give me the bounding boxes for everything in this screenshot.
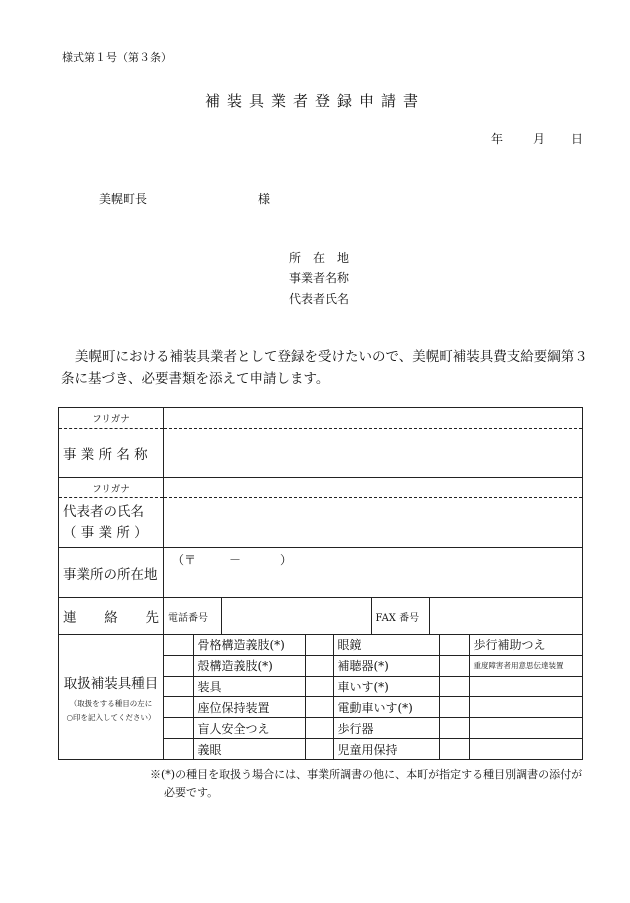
devices-grid bbox=[164, 635, 582, 759]
fax-field[interactable] bbox=[429, 598, 582, 634]
devices-note-line2: ○印を記入してください） bbox=[66, 712, 156, 722]
phone-label: 電話番号 bbox=[164, 598, 221, 634]
applicant-representative-label: 代表者氏名 bbox=[289, 292, 350, 306]
applicant-address-label: 所 在 地 bbox=[289, 251, 350, 265]
device-name bbox=[469, 739, 582, 759]
device-check[interactable] bbox=[439, 676, 469, 697]
furigana-label: フリガナ bbox=[59, 408, 164, 429]
footnote-line1: ※(*)の種目を取扱う場合には、事業所調書の他に、本町が指定する種目別調書の添付が bbox=[150, 768, 583, 781]
office-name-label: 事 業 所 名 称 bbox=[59, 429, 164, 478]
device-check[interactable] bbox=[439, 718, 469, 739]
date-day: 日 bbox=[571, 132, 584, 146]
office-name-furigana-field[interactable] bbox=[164, 408, 583, 429]
device-name: 車いす(*) bbox=[333, 676, 439, 697]
rep-name-label-line1: 代表者の氏名 bbox=[63, 503, 144, 520]
device-name: 殻構造義肢(*) bbox=[193, 655, 305, 676]
device-name: 歩行器 bbox=[333, 718, 439, 739]
phone-field[interactable] bbox=[221, 598, 371, 634]
addressee-name: 美幌町長 bbox=[99, 192, 148, 206]
device-name: 装具 bbox=[193, 676, 305, 697]
device-check[interactable] bbox=[305, 739, 333, 759]
device-name bbox=[469, 676, 582, 697]
postal-close: ） bbox=[280, 553, 293, 567]
device-name bbox=[469, 718, 582, 739]
device-name: 電動車いす(*) bbox=[333, 697, 439, 718]
device-check[interactable] bbox=[164, 676, 193, 697]
office-address-field[interactable] bbox=[164, 548, 583, 598]
applicant-business-name-label: 事業者名称 bbox=[289, 271, 350, 285]
device-check[interactable] bbox=[439, 697, 469, 718]
device-name: 義眼 bbox=[193, 739, 305, 759]
contact-label: 連 絡 先 bbox=[59, 598, 164, 635]
device-check[interactable] bbox=[164, 635, 193, 655]
device-name bbox=[469, 697, 582, 718]
device-name: 眼鏡 bbox=[333, 635, 439, 655]
contact-row bbox=[164, 598, 582, 634]
device-name: 盲人安全つえ bbox=[193, 718, 305, 739]
fax-label: FAX 番号 bbox=[371, 598, 429, 634]
device-name: 歩行補助つえ bbox=[469, 635, 582, 655]
device-check[interactable] bbox=[305, 676, 333, 697]
rep-name-label-line2: （ 事 業 所 ） bbox=[63, 524, 148, 541]
furigana-label-rep: フリガナ bbox=[59, 478, 164, 498]
application-table bbox=[58, 407, 583, 760]
date-month: 月 bbox=[533, 132, 546, 146]
rep-name-furigana-field[interactable] bbox=[164, 478, 583, 498]
device-check[interactable] bbox=[164, 739, 193, 759]
device-name: 骨格構造義肢(*) bbox=[193, 635, 305, 655]
form-number: 様式第１号（第３条） bbox=[62, 51, 172, 64]
footnote-line2: 必要です。 bbox=[164, 786, 219, 799]
device-check[interactable] bbox=[164, 655, 193, 676]
device-check[interactable] bbox=[439, 739, 469, 759]
rep-name-label bbox=[59, 498, 164, 548]
devices-note-line1: （取扱をする種目の左に bbox=[69, 698, 153, 708]
device-name: 児童用保持 bbox=[333, 739, 439, 759]
document-title: 補装具業者登録申請書 bbox=[204, 92, 425, 110]
device-name: 補聴器(*) bbox=[333, 655, 439, 676]
postal-dash: － bbox=[229, 553, 242, 567]
devices-label-text: 取扱補装具種目 bbox=[63, 675, 159, 692]
device-check[interactable] bbox=[439, 655, 469, 676]
device-check[interactable] bbox=[305, 655, 333, 676]
office-address-label: 事業所の所在地 bbox=[59, 548, 164, 598]
devices-label bbox=[59, 635, 164, 760]
device-check[interactable] bbox=[164, 697, 193, 718]
device-name: 座位保持装置 bbox=[193, 697, 305, 718]
device-name: 重度障害者用意思伝達装置 bbox=[469, 655, 582, 676]
device-check[interactable] bbox=[164, 718, 193, 739]
device-check[interactable] bbox=[305, 718, 333, 739]
device-check[interactable] bbox=[305, 697, 333, 718]
addressee-honorific: 様 bbox=[258, 192, 271, 206]
postal-mark: （〒 bbox=[172, 553, 197, 567]
device-check[interactable] bbox=[305, 635, 333, 655]
office-name-field[interactable] bbox=[164, 429, 583, 478]
rep-name-field[interactable] bbox=[164, 498, 583, 548]
device-check[interactable] bbox=[439, 635, 469, 655]
application-statement: 美幌町における補装具業者として登録を受けたいので、美幌町補装具費支給要綱第３条に基づき、必要書類を添えて申請します。 bbox=[61, 349, 588, 387]
date-year: 年 bbox=[491, 132, 504, 146]
